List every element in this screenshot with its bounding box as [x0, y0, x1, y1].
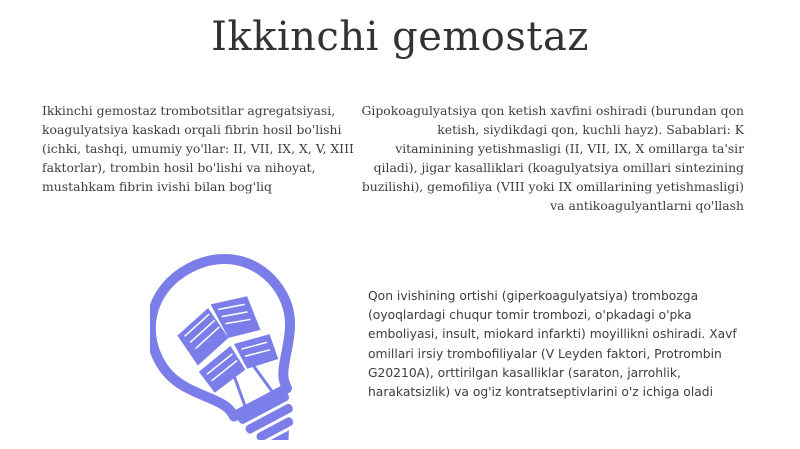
- slide-title: Ikkinchi gemostaz: [211, 14, 589, 60]
- lightbulb-book-icon: [150, 250, 310, 440]
- right-text-block: Gipokoagulyatsiya qon ketish xavfini oshiradi (burundan qon ketish, siydikdagi qon, kuchli hayz). Sabablari: K vitaminining yetishmasligi (II, VII, IX, X omillarga ta'sir qiladi), jigar kasalliklari (koagulyatsiya omillari sintezining buzilishi), gemofiliya (VIII yoki IX omillarining yetishmasligi) va antikoagulyantlarni qo'llash: [361, 103, 744, 213]
- bottom-text-block: Qon ivishining ortishi (giperkoagulyatsiya) trombozga (oyoqlardagi chuqur tomir trombozi, o'pkadagi o'pka emboliyasi, insult, miokard infarkti) moyillikni oshiradi. Xavf omillari irsiy trombofiliyalar (V Leyden faktori, Protrombin G20210A), orttirilgan kasalliklar (saraton, jarrohlik, harakatsizlik) va og'iz kontratseptivlarini o'z ichiga oladi: [368, 289, 737, 400]
- left-text-block: Ikkinchi gemostaz trombotsitlar agregatsiyasi, koagulyatsiya kaskadı orqali fibrin hosil bo'lishi (ichki, tashqi, umumiy yo'llar: II, VII, IX, X, V, XIII faktorlar), trombin hosil bo'lishi va nihoyat, mustahkam fibrin ivishi bilan bog'liq: [42, 103, 354, 194]
